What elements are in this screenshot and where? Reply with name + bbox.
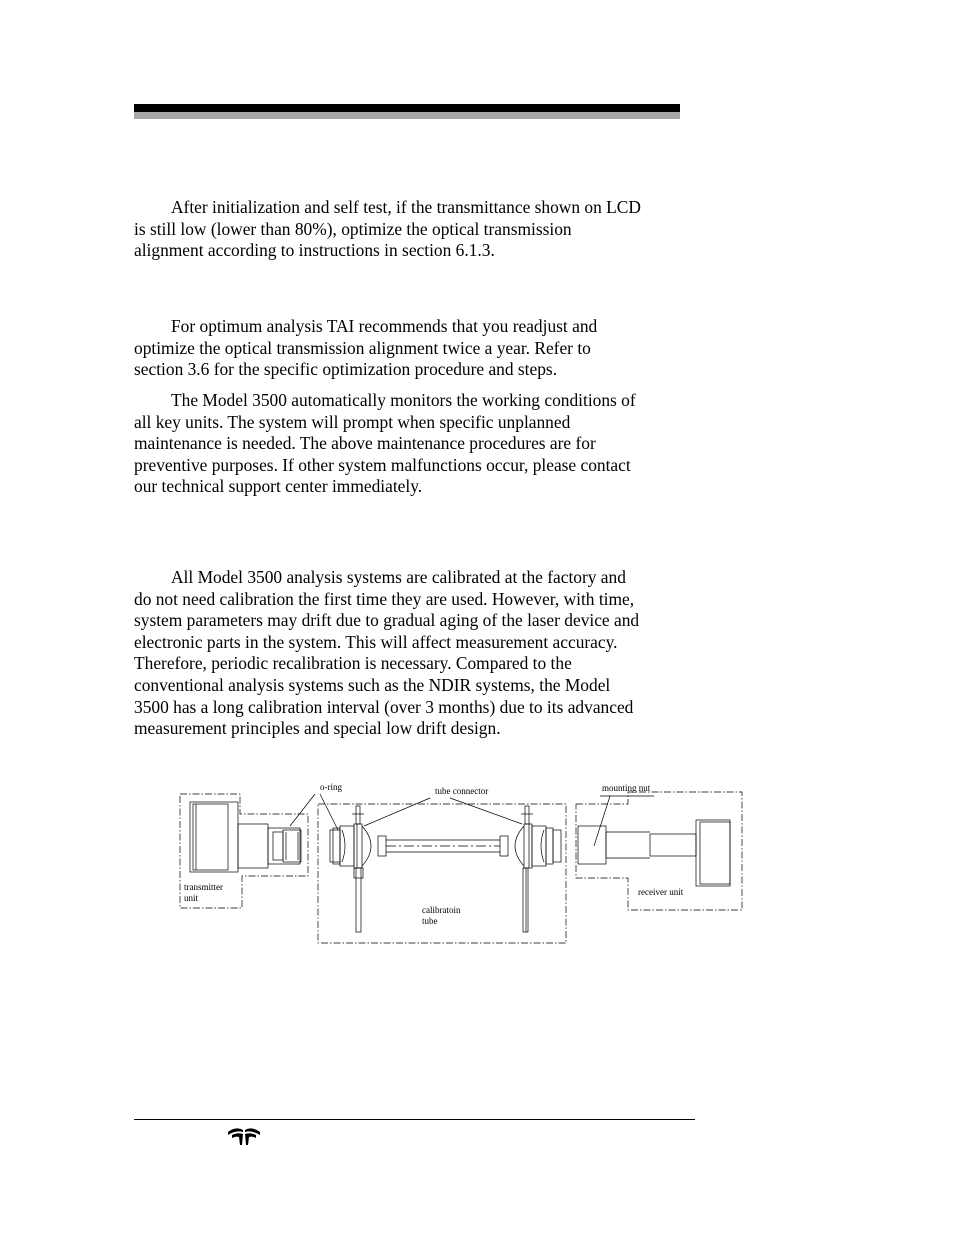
receiver-body bbox=[578, 820, 730, 886]
calibration-tube-diagram bbox=[170, 776, 750, 951]
footer-rule bbox=[134, 1119, 695, 1120]
label-tube-connector: tube connector bbox=[435, 786, 489, 796]
label-transmitter-unit-line1: transmitter bbox=[184, 882, 223, 892]
header-rule-shadow bbox=[134, 112, 680, 119]
header-rule bbox=[134, 104, 680, 112]
label-receiver-unit: receiver unit bbox=[638, 887, 684, 897]
label-mounting-nut: mounting nut bbox=[602, 783, 651, 793]
teledyne-logo-icon bbox=[224, 1126, 264, 1146]
label-transmitter-unit-line2: unit bbox=[184, 893, 199, 903]
transmitter-body bbox=[190, 802, 301, 872]
label-calibration-tube-line2: tube bbox=[422, 916, 438, 926]
paragraph-optimization-schedule: For optimum analysis TAI recommends that you readjust and optimize the optical transmission alignment twice a year. Refer to section 3.6 for the specific optimization procedure and steps. bbox=[134, 316, 598, 380]
paragraph-transmittance-check: After initialization and self test, if the transmittance shown on LCD is still low (lower than 80%), optimize the optical transmission alignment according to instructions in section 6.1.3. bbox=[134, 197, 641, 261]
label-calibration-tube-line1: calibratoin bbox=[422, 905, 461, 915]
paragraph-monitoring: The Model 3500 automatically monitors the working conditions of all key units. The system will prompt when specific unplanned maintenance is needed. The above maintenance procedures are for preventive purposes. If other system malfunctions occur, please contact our technical support center immediately. bbox=[134, 390, 636, 497]
label-o-ring: o-ring bbox=[320, 782, 342, 792]
paragraph-calibration: All Model 3500 analysis systems are calibrated at the factory and do not need calibration the first time they are used. However, with time, system parameters may drift due to gradual aging of the laser device and electronic parts in the system. This will affect measurement accuracy. Therefore, periodic recalibration is necessary. Compared to the conventional analysis systems such as the NDIR systems, the Model 3500 has a long calibration interval (over 3 months) due to its advanced measurement principles and special low drift design. bbox=[134, 567, 640, 739]
